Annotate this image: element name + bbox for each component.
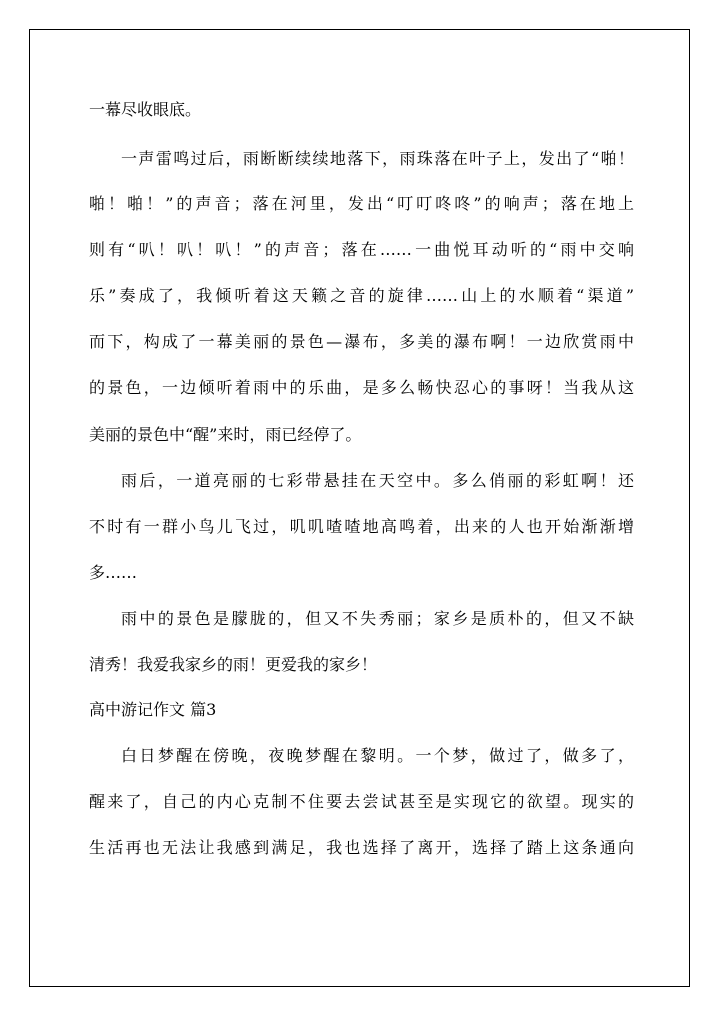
paragraph-line: 一声雷鸣过后，雨断断续续地落下，雨珠落在叶子上，发出了“啪！ — [121, 149, 634, 168]
paragraph-line: 则有“叭！叭！叭！”的声音；落在……一曲悦耳动听的“雨中交响 — [89, 240, 634, 259]
paragraph-line: 清秀！我爱我家乡的雨！更爱我的家乡！ — [89, 655, 378, 674]
paragraph-line: 雨中的景色是朦胧的，但又不失秀丽；家乡是质朴的，但又不缺 — [121, 609, 634, 628]
paragraph-line: 乐”奏成了，我倾听着这天籁之音的旋律……山上的水顺着“渠道” — [89, 286, 634, 305]
paragraph-line: 美丽的景色中“醒”来时，雨已经停了。 — [89, 425, 362, 444]
paragraph-line: 啪！啪！”的声音；落在河里，发出“叮叮咚咚”的响声；落在地上 — [89, 194, 634, 213]
paragraph-line: 多…… — [89, 563, 138, 582]
paragraph-line: 一幕尽收眼底。 — [89, 100, 202, 119]
paragraph-line: 不时有一群小鸟儿飞过，叽叽喳喳地高鸣着，出来的人也开始渐渐增 — [89, 517, 634, 536]
paragraph-line: 生活再也无法让我感到满足，我也选择了离开，选择了踏上这条通向 — [89, 838, 634, 857]
paragraph-line: 白日梦醒在傍晚，夜晚梦醒在黎明。一个梦，做过了，做多了， — [121, 746, 634, 765]
paragraph-line: 雨后，一道亮丽的七彩带悬挂在天空中。多么俏丽的彩虹啊！还 — [121, 471, 634, 490]
section-heading: 高中游记作文 篇3 — [89, 700, 217, 719]
paragraph-line: 的景色，一边倾听着雨中的乐曲，是多么畅快忍心的事呀！当我从这 — [89, 378, 634, 397]
paragraph-line: 醒来了，自己的内心克制不住要去尝试甚至是实现它的欲望。现实的 — [89, 792, 634, 811]
paragraph-line: 而下，构成了一幕美丽的景色—瀑布，多美的瀑布啊！一边欣赏雨中 — [89, 332, 634, 351]
